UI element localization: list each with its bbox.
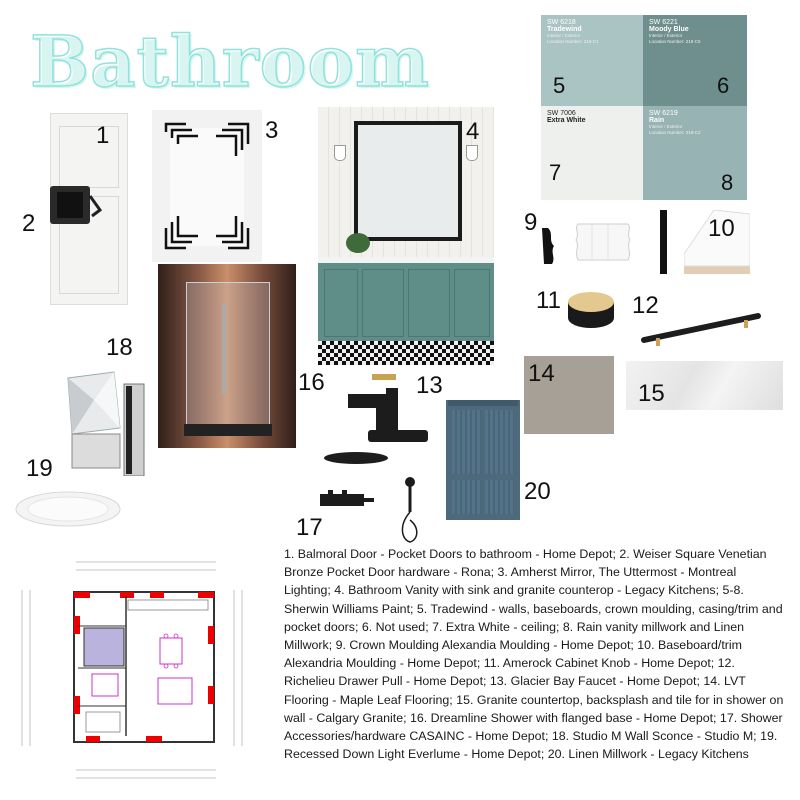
label-18: 18 bbox=[106, 334, 133, 361]
baseboard-profile-image bbox=[660, 210, 667, 274]
paint-swatch-moody-blue: SW 6221 Moody Blue Interior / Exterior Location Number: 219-C5 6 bbox=[643, 15, 747, 106]
recessed-down-light-image bbox=[14, 490, 122, 528]
label-6: 6 bbox=[717, 73, 730, 98]
item-descriptions: 1. Balmoral Door - Pocket Doors to bathroom - Home Depot; 2. Weiser Square Venetian Bronze Pocket Door hardware - Rona; 3. Amherst Mirror, The Uttermost - Montreal Lighting; 4. Bathroom Vanity with sink and granite counterop - Legacy Kitchens; 5-8. Sherwin Williams Paint; 5. Tradewind - walls, baseboards, crown moulding, casing/trim and pocket doors; 6. Not used; 7. Extra White - ceiling; 8. Rain vanity millwork and Linen Millwork; 9. Crown Moulding Alexandia Moulding - Home Depot; 10. Baseboard/trim Alexandria Moulding - Home Depot; 11. Amerock Cabinet Knob - Home Depot; 12. Richelieu Drawer Pull - Home Depot; 13. Glacier Bay Faucet - Home Depot; 14. LVT Flooring - Maple Leaf Flooring; 15. Granite countertop, backsplash and tile for in shower on wall - Calgary Granite; 16. Dreamline Shower with flanged base - Home Depot; 17. Shower Accessories/hardware CASAINC - Home Depot; 18. Studio M Wall Sconce - Studio M; 19. Recessed Down Light Everlume - Home Depot; 20. Linen Millwork - Legacy Kitchens bbox=[284, 547, 784, 762]
crown-moulding-profile-image bbox=[540, 226, 558, 266]
label-14: 14 bbox=[528, 360, 555, 387]
drawer-pull-image bbox=[640, 310, 764, 350]
hand-shower-image bbox=[396, 476, 420, 546]
label-12: 12 bbox=[632, 292, 659, 319]
label-13: 13 bbox=[416, 372, 443, 399]
label-17: 17 bbox=[296, 514, 323, 541]
pocket-door-hardware-image bbox=[48, 182, 104, 228]
floor-plan-image bbox=[16, 556, 248, 784]
paint-swatch-extra-white: SW 7006 Extra White 7 bbox=[541, 106, 643, 200]
label-5: 5 bbox=[553, 73, 566, 98]
rain-shower-head-image bbox=[322, 450, 390, 466]
label-19: 19 bbox=[26, 455, 53, 482]
label-2: 2 bbox=[22, 210, 36, 237]
label-9: 9 bbox=[524, 209, 538, 236]
cabinet-knob-image bbox=[566, 284, 616, 330]
label-7: 7 bbox=[549, 160, 562, 185]
label-4: 4 bbox=[466, 118, 480, 145]
label-3: 3 bbox=[265, 117, 279, 144]
crown-moulding-image bbox=[572, 222, 634, 262]
board-title: Bathroom bbox=[30, 20, 431, 103]
label-11: 11 bbox=[536, 287, 561, 314]
label-20: 20 bbox=[524, 478, 551, 505]
label-8: 8 bbox=[721, 170, 734, 195]
mirror-image bbox=[152, 110, 262, 262]
shower-valve-image bbox=[318, 490, 376, 512]
label-10: 10 bbox=[708, 215, 735, 242]
paint-swatch-tradewind: SW 6218 Tradewind Interior / Exterior Location Number: 219-C1 5 bbox=[541, 15, 643, 106]
paint-swatch-rain: SW 6219 Rain Interior / Exterior Location Number: 219-C2 8 bbox=[643, 106, 747, 200]
linen-millwork-image bbox=[446, 400, 520, 520]
label-16: 16 bbox=[298, 369, 325, 396]
label-1: 1 bbox=[96, 122, 110, 149]
label-15: 15 bbox=[638, 380, 665, 407]
shower-image bbox=[158, 264, 296, 448]
wall-sconce-image bbox=[64, 370, 148, 476]
